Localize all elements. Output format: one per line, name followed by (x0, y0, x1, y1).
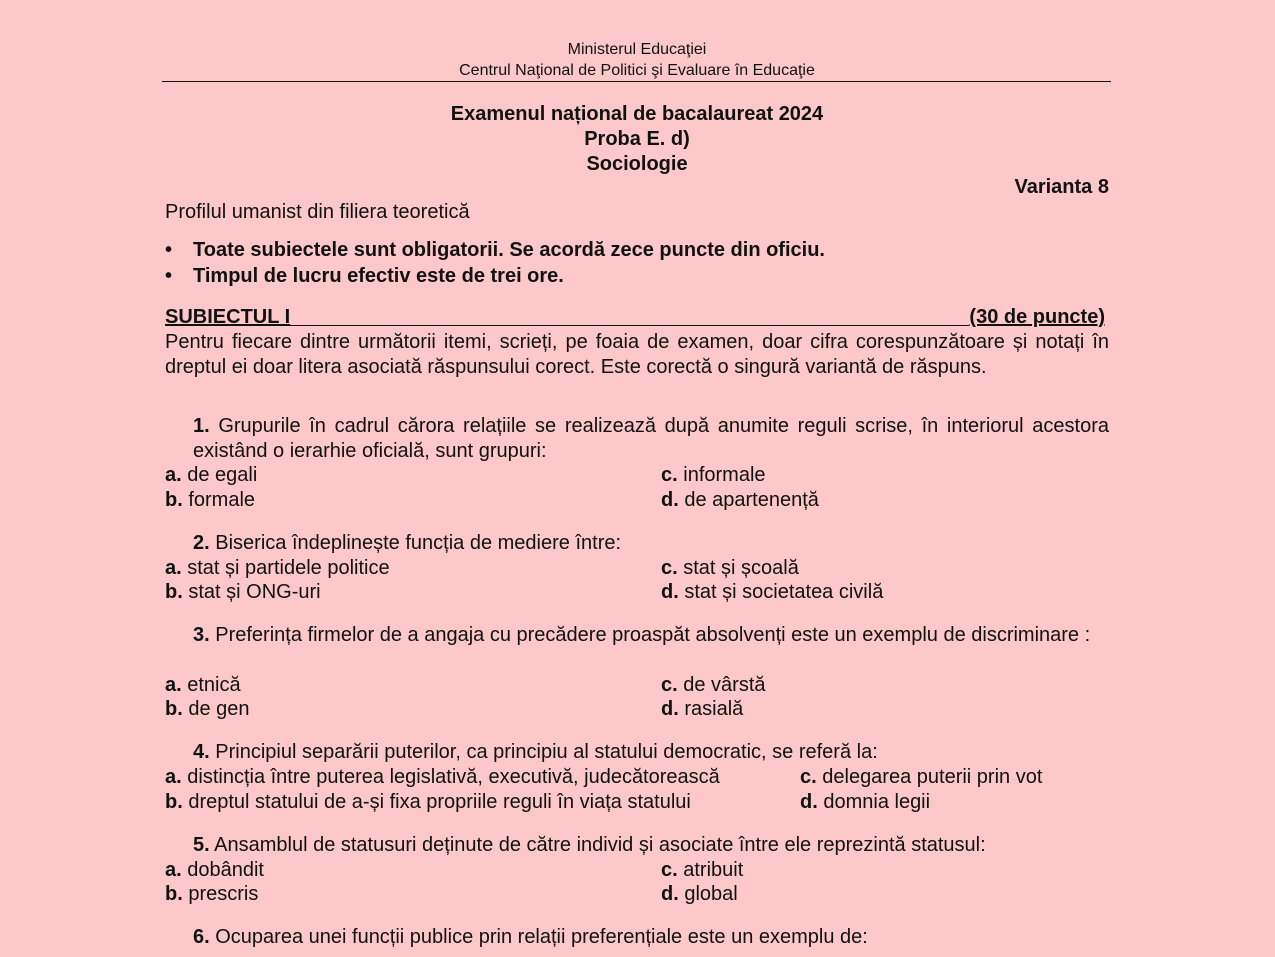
question-4 (193, 740, 1109, 765)
question-5 (193, 833, 1109, 858)
question-text: Grupurile în cadrul cărora relațiile se realizează după anumite reguli scrise, în interiorul acestora existând o ierarhie oficială, sunt grupuri: (193, 415, 1109, 462)
question-number: 3. (193, 624, 210, 646)
proba-title: Proba E. d) (584, 128, 690, 150)
question-text: Principiul separării puterilor, ca principiu al statului democratic, se referă la: (215, 741, 878, 763)
rule-item: • Timpul de lucru efectiv este de trei ore. (165, 265, 564, 287)
instructions: Pentru fiecare dintre următorii itemi, scrieți, pe foaia de examen, doar cifra corespunzătoare și notați în dreptul ei doar litera asociată răspunsului corect. Este corectă o singură variantă de răspuns. (165, 331, 1109, 378)
rules-list (165, 237, 825, 289)
question-text: Preferința firmelor de a angaja cu precădere proaspăt absolvenți este un exemplu de discriminare : (215, 624, 1091, 646)
subject-points: (30 de puncte) (969, 306, 1105, 328)
profile-label: Profilul umanist din filiera teoretică (165, 201, 470, 223)
question-text: Biserica îndeplinește funcția de mediere între: (215, 532, 622, 554)
question-number: 4. (193, 741, 210, 763)
header-divider (162, 81, 1111, 82)
option-1a: a. de egali (165, 464, 258, 486)
question-number: 6. (193, 926, 210, 948)
bullet-icon: • (165, 239, 173, 261)
exam-title: Examenul național de bacalaureat 2024 (450, 103, 824, 125)
bullet-icon: • (165, 265, 173, 287)
option-4b: b. dreptul statului de a-și fixa propriile reguli în viața statului (165, 791, 691, 813)
option-1c: c. informale (661, 464, 766, 486)
ministry-header: Ministerul Educaţiei (567, 41, 707, 58)
option-3a: a. etnică (165, 674, 241, 696)
question-text: Ansamblul de statusuri deținute de către individ și asociate între ele reprezintă statusul: (214, 834, 986, 856)
option-3b: b. de gen (165, 698, 250, 720)
question-3 (193, 623, 1109, 648)
subject-heading-label: SUBIECTUL I (165, 306, 291, 328)
option-4d: d. domnia legii (800, 791, 931, 813)
question-2 (193, 531, 1109, 556)
option-2d: d. stat și societatea civilă (661, 581, 884, 603)
option-5d: d. global (661, 883, 738, 905)
center-header: Centrul Naţional de Politici şi Evaluare în Educaţie (459, 62, 815, 79)
rule-item: • Toate subiectele sunt obligatorii. Se acordă zece puncte din oficiu. (165, 239, 825, 261)
option-3d: d. rasială (661, 698, 744, 720)
question-number: 5. (193, 834, 210, 856)
option-2b: b. stat și ONG-uri (165, 581, 321, 603)
question-number: 2. (193, 532, 210, 554)
variant-label: Varianta 8 (1014, 176, 1109, 198)
question-6 (193, 925, 1109, 950)
option-5a: a. dobândit (165, 859, 264, 881)
option-2a: a. stat și partidele politice (165, 557, 390, 579)
option-5b: b. prescris (165, 883, 259, 905)
option-3c: c. de vârstă (661, 674, 766, 696)
question-number: 1. (193, 415, 210, 437)
option-1d: d. de apartenență (661, 489, 819, 511)
subject-title: Sociologie (586, 153, 688, 175)
option-2c: c. stat și școală (661, 557, 799, 579)
question-text: Ocuparea unei funcții publice prin relații preferențiale este un exemplu de: (215, 926, 868, 948)
option-4a: a. distincția între puterea legislativă, executivă, judecătorească (165, 766, 720, 788)
option-1b: b. formale (165, 489, 256, 511)
question-1 (193, 414, 1109, 464)
option-4c: c. delegarea puterii prin vot (800, 766, 1043, 788)
subject-heading (165, 306, 1105, 329)
option-5c: c. atribuit (661, 859, 744, 881)
